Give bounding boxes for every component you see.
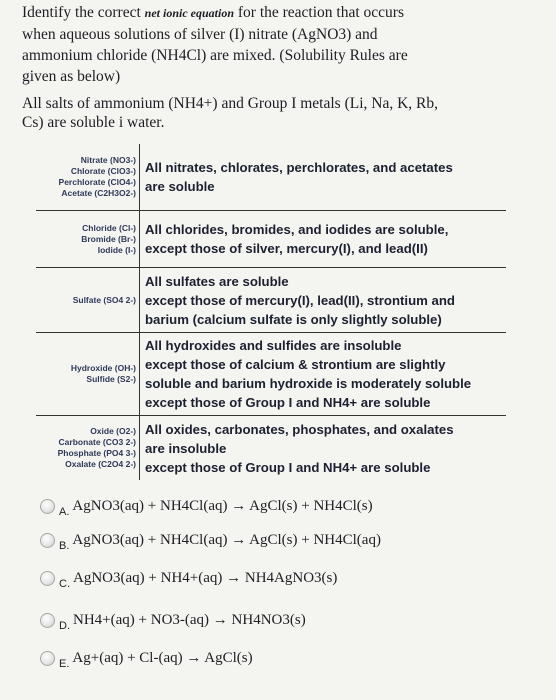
intro-line-1: All salts of ammonium (NH4+) and Group I metals (Li, Na, K, Rb, (22, 95, 438, 112)
option-letter: D. (59, 619, 70, 632)
rule-text: All oxides, carbonates, phosphates, and oxalates are insoluble except those of Group I and NH4+ are soluble (145, 421, 454, 475)
radio-button-icon[interactable] (40, 499, 55, 514)
option-letter: B. (59, 539, 70, 552)
option-equation[interactable]: AgNO3(aq) + NH4Cl(aq) → AgCl(s) + NH4Cl(s) (72, 498, 373, 514)
question-line-2: when aqueous solutions of silver (I) nitrate (AgNO3) and (22, 26, 378, 43)
question-line-3: ammonium chloride (NH4Cl) are mixed. (Solubility Rules are (22, 47, 408, 64)
radio-button-icon[interactable] (40, 651, 55, 666)
option-c[interactable] (40, 570, 338, 590)
rule-ions: Hydroxide (OH-) Sulfide (S2-) (36, 333, 140, 415)
intro-line-2: Cs) are soluble i water. (22, 114, 165, 131)
question-text (22, 2, 542, 87)
rule-row-oxides (36, 416, 506, 480)
intro-text (22, 94, 542, 132)
rule-row-sulfates (36, 268, 506, 333)
rule-text: All hydroxides and sulfides are insoluble except those of calcium & strontium are slightly soluble and barium hydroxide is moderately soluble except those of Group I and NH4+ are soluble (145, 338, 472, 410)
option-equation[interactable]: Ag+(aq) + Cl-(aq) → AgCl(s) (72, 650, 253, 666)
rule-ions: Oxide (O2-) Carbonate (CO3 2-) Phosphate (PO4 3-) Oxalate (C2O4 2-) (36, 416, 140, 480)
rule-ions: Nitrate (NO3-) Chlorate (ClO3-) Perchlorate (ClO4-) Acetate (C2H3O2-) (36, 144, 140, 210)
option-equation[interactable]: AgNO3(aq) + NH4Cl(aq) → AgCl(s) + NH4Cl(aq) (72, 532, 381, 548)
radio-button-icon[interactable] (40, 533, 55, 548)
question-line-1: Identify the correct net ionic equation for the reaction that occurs (22, 4, 404, 21)
radio-button-icon[interactable] (40, 571, 55, 586)
option-letter: C. (59, 577, 70, 590)
option-equation[interactable]: NH4+(aq) + NO3-(aq) → NH4NO3(s) (73, 612, 306, 628)
option-letter: A. (59, 505, 70, 518)
rule-ions: Chloride (Cl-) Bromide (Br-) Iodide (I-) (36, 211, 140, 267)
option-e[interactable] (40, 650, 253, 670)
solubility-rules-table (36, 144, 506, 480)
rule-row-nitrates (36, 144, 506, 211)
rule-text: All nitrates, chlorates, perchlorates, and acetates are soluble (145, 160, 453, 194)
rule-ions: Sulfate (SO4 2-) (36, 268, 140, 332)
option-equation[interactable]: AgNO3(aq) + NH4+(aq) → NH4AgNO3(s) (73, 570, 338, 586)
question-emphasis: net ionic equation (144, 6, 234, 20)
rule-row-halides (36, 211, 506, 268)
option-d[interactable] (40, 612, 306, 632)
rule-text: All sulfates are soluble except those of mercury(I), lead(II), strontium and barium (calcium sulfate is only slightly soluble) (145, 273, 455, 327)
option-letter: E. (59, 657, 70, 670)
option-a[interactable] (40, 498, 373, 518)
rule-text: All chlorides, bromides, and iodides are soluble, except those of silver, mercury(I), and lead(II) (145, 222, 449, 256)
question-line-4: given as below) (22, 68, 121, 85)
rule-row-hydroxides (36, 333, 506, 416)
radio-button-icon[interactable] (40, 613, 55, 628)
option-b[interactable] (40, 532, 381, 552)
